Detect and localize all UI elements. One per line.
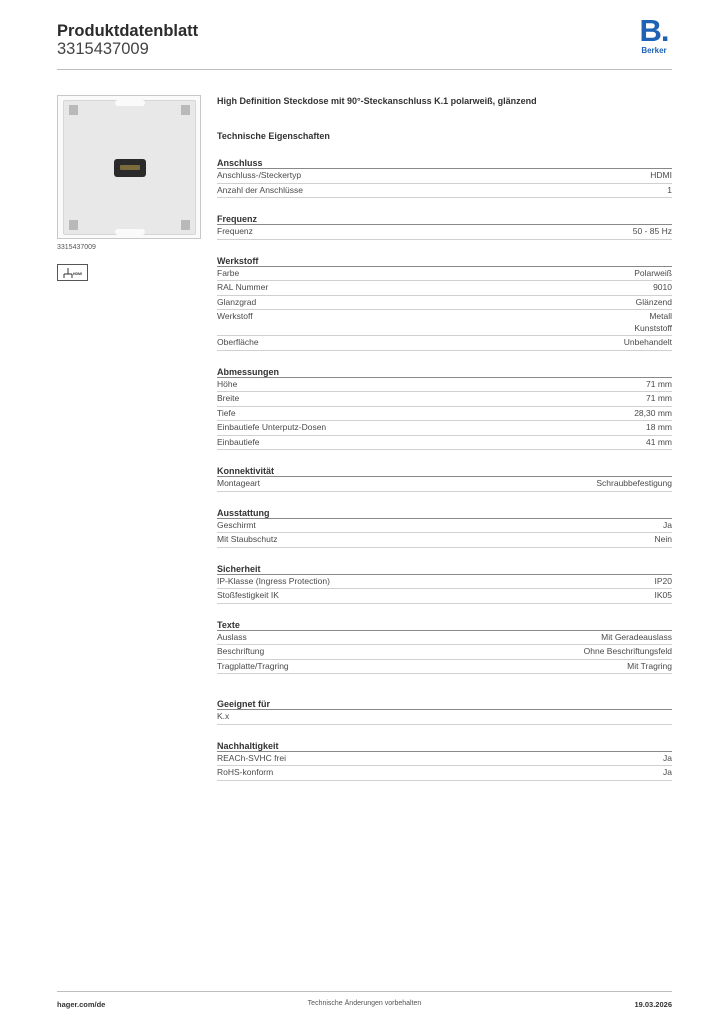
property-value-line: 18 mm <box>646 422 672 432</box>
property-value <box>627 661 672 673</box>
property-label: Tiefe <box>217 407 236 418</box>
section-title: Geeignet für <box>217 698 672 710</box>
property-value-line: 9010 <box>653 282 672 292</box>
property-label: RAL Nummer <box>217 282 269 292</box>
property-value <box>655 590 673 602</box>
page-header <box>57 13 672 70</box>
property-value <box>601 632 672 644</box>
property-value <box>667 185 672 197</box>
plate-clip <box>181 105 190 115</box>
section-3 <box>217 366 672 451</box>
section-title: Sicherheit <box>217 563 672 575</box>
property-row <box>217 378 672 393</box>
property-row <box>217 710 672 725</box>
property-label: Montageart <box>217 478 260 488</box>
property-value-line: 1 <box>667 184 672 195</box>
section-0 <box>217 157 672 198</box>
plate-clip <box>69 220 78 230</box>
property-row <box>217 519 672 534</box>
property-label: K.x <box>217 711 230 721</box>
property-value <box>634 408 672 420</box>
hdmi-port-icon <box>114 159 146 177</box>
brand-name: Berker <box>641 46 667 55</box>
property-row <box>217 169 672 184</box>
property-value-line: Schraubbefestigung <box>596 478 672 488</box>
property-label: Tragplatte/Tragring <box>217 660 289 671</box>
property-value <box>596 478 672 490</box>
brand-mark: B. <box>639 13 669 48</box>
property-value-line: Ja <box>663 519 672 530</box>
property-label: IP-Klasse (Ingress Protection) <box>217 575 330 586</box>
section-title: Texte <box>217 619 672 631</box>
footer-date: 19.03.2026 <box>634 1000 672 1009</box>
property-row <box>217 184 672 199</box>
property-value-line: 71 mm <box>646 378 672 389</box>
plate-notch <box>115 229 145 235</box>
plate-clip <box>69 105 78 115</box>
property-value-line: IP20 <box>654 575 672 586</box>
section-4 <box>217 465 672 492</box>
document-title: Produktdatenblatt <box>57 22 199 40</box>
section-6 <box>217 563 672 604</box>
property-row <box>217 267 672 282</box>
section-title: Abmessungen <box>217 366 672 378</box>
footer-website: hager.com/de <box>57 1000 106 1009</box>
socket-plate <box>63 100 196 235</box>
property-label: Stoßfestigkeit IK <box>217 590 279 600</box>
property-label: Anzahl der Anschlüsse <box>217 184 303 195</box>
property-value <box>584 646 672 658</box>
property-value-line: Ja <box>663 752 672 763</box>
property-label: Farbe <box>217 267 240 278</box>
property-value <box>663 753 672 765</box>
section-title: Anschluss <box>217 157 672 169</box>
property-row <box>217 436 672 451</box>
property-row <box>217 281 672 296</box>
section-title: Nachhaltigkeit <box>217 740 672 752</box>
property-label: Beschriftung <box>217 646 265 656</box>
property-row <box>217 631 672 646</box>
article-number: 3315437009 <box>57 40 149 58</box>
property-value-line: Polarweiß <box>634 267 672 278</box>
property-row <box>217 296 672 311</box>
property-sections <box>217 157 672 781</box>
property-value-line: IK05 <box>654 590 672 600</box>
section-title: Frequenz <box>217 213 672 225</box>
property-row <box>217 645 672 660</box>
property-value-line: Unbehandelt <box>623 337 672 347</box>
property-value <box>646 379 672 391</box>
property-value <box>655 576 673 588</box>
property-label: Frequenz <box>217 226 253 236</box>
property-value-line: 71 mm <box>646 393 672 403</box>
property-row <box>217 477 672 492</box>
property-row <box>217 660 672 675</box>
property-label: Einbautiefe <box>217 436 260 447</box>
product-image <box>57 95 201 239</box>
property-label: Anschluss-/Steckertyp <box>217 170 302 180</box>
property-value <box>650 170 672 182</box>
property-value-line: Kunststoff <box>634 322 672 333</box>
symbol-label: HDMI <box>73 272 82 276</box>
product-title: High Definition Steckdose mit 90°-Steckanschluss K.1 polarweiß, glänzend <box>217 96 537 106</box>
section-title: Ausstattung <box>217 507 672 519</box>
property-label: Breite <box>217 393 240 403</box>
property-row <box>217 766 672 781</box>
property-label: Mit Staubschutz <box>217 534 278 544</box>
section-5 <box>217 507 672 548</box>
property-value <box>653 282 672 294</box>
property-label: REACh-SVHC frei <box>217 752 286 763</box>
property-value-line: Nein <box>654 534 672 544</box>
property-value <box>636 297 672 309</box>
footer-notice: Technische Änderungen vorbehalten <box>307 1000 422 1007</box>
page-footer <box>57 991 672 1011</box>
property-row <box>217 575 672 590</box>
property-row <box>217 421 672 436</box>
property-value-line: Mit Geradeauslass <box>601 631 672 642</box>
property-row <box>217 392 672 407</box>
section-8 <box>217 698 672 725</box>
section-title: Werkstoff <box>217 255 672 267</box>
section-1 <box>217 213 672 240</box>
property-label: Oberfläche <box>217 337 259 347</box>
property-label: Geschirmt <box>217 519 256 530</box>
property-value-line: Ja <box>663 767 672 777</box>
property-value <box>655 534 672 546</box>
section-7 <box>217 619 672 675</box>
property-value <box>646 393 672 405</box>
section-title: Konnektivität <box>217 465 672 477</box>
property-value-line: HDMI <box>650 170 672 180</box>
property-row <box>217 533 672 548</box>
property-value-line: 41 mm <box>646 436 672 447</box>
property-value <box>634 268 672 280</box>
property-row <box>217 225 672 240</box>
property-row <box>217 752 672 767</box>
property-value-line: Metall <box>649 311 672 321</box>
property-value-line: Glänzend <box>635 296 672 307</box>
property-value <box>663 520 672 532</box>
property-value <box>646 437 672 449</box>
section-2 <box>217 255 672 351</box>
property-value <box>624 337 672 349</box>
property-row <box>217 589 672 604</box>
product-details <box>217 95 672 781</box>
property-label: Werkstoff <box>217 311 253 321</box>
plate-clip <box>181 220 190 230</box>
property-value-line: Mit Tragring <box>627 660 672 671</box>
property-row <box>217 407 672 422</box>
property-label: Glanzgrad <box>217 296 257 307</box>
hdmi-symbol-icon <box>57 264 88 281</box>
property-value <box>663 767 672 779</box>
property-value <box>634 311 672 334</box>
property-value <box>646 422 672 434</box>
property-value-line: Ohne Beschriftungsfeld <box>583 646 672 656</box>
property-label: Höhe <box>217 378 238 389</box>
property-row <box>217 336 672 351</box>
brand-logo <box>636 13 672 56</box>
plate-notch <box>115 100 145 106</box>
property-label: Einbautiefe Unterputz-Dosen <box>217 422 327 432</box>
property-label: RoHS-konform <box>217 767 274 777</box>
properties-heading: Technische Eigenschaften <box>217 131 330 141</box>
property-value-line: 50 - 85 Hz <box>632 226 672 236</box>
property-row <box>217 310 672 336</box>
property-value <box>633 226 672 238</box>
image-caption: 3315437009 <box>57 244 96 251</box>
section-9 <box>217 740 672 781</box>
property-value-line: 28,30 mm <box>634 407 672 418</box>
property-label: Auslass <box>217 631 247 642</box>
